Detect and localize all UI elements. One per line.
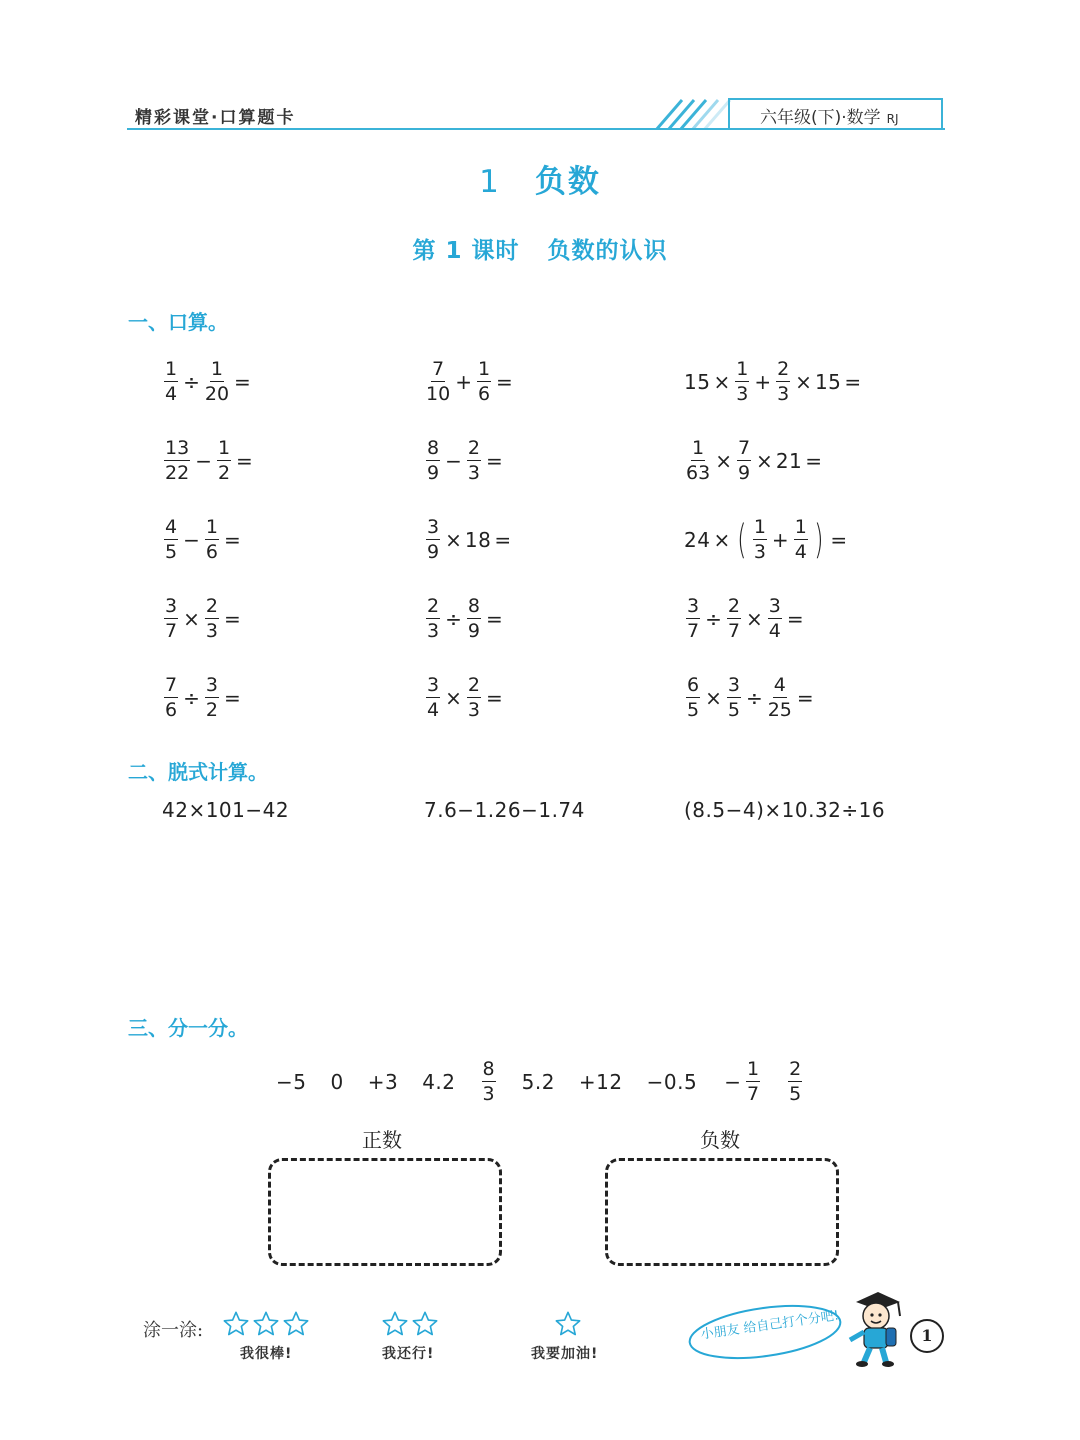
denominator: 3 [753,541,766,563]
grade-subject-text: 六年级(下)·数学 [760,108,881,128]
oral-problem [684,355,864,409]
numerator: 3 [727,674,740,696]
unit-number: 1 [479,164,501,200]
fraction [794,518,808,562]
star-icon[interactable] [554,1310,582,1338]
numerator: 6 [687,674,700,696]
stepwise-problem: 42×101−42 [162,798,290,822]
denominator: 6 [165,699,178,721]
lesson-title-text: 负数的认识 [547,238,668,264]
fraction [426,676,440,720]
lesson-title [0,232,1080,265]
praise-ok: 我还行! [382,1346,435,1362]
minus-sign: − [724,1070,741,1094]
number: 15 [684,370,711,394]
operator: ÷ [183,370,200,394]
operator: = [223,607,241,631]
numerator: 3 [205,674,218,696]
denominator: 6 [205,541,218,563]
sort-number [368,1070,398,1094]
denominator: 5 [687,699,700,721]
fraction [467,597,481,641]
operator: × [713,528,731,552]
numerator: 4 [165,516,178,538]
oral-problem [162,513,244,567]
operator: = [485,686,503,710]
numerator: 2 [427,595,440,617]
denominator: 6 [477,383,491,405]
denominator: 3 [205,620,218,642]
operator: − [183,528,200,552]
numerator: 3 [165,595,178,617]
denominator: 7 [727,620,740,642]
numerator: 3 [427,516,440,538]
operator: × [183,607,200,631]
operator: × [745,607,763,631]
denominator: 5 [165,541,178,563]
number: 24 [684,528,711,552]
sort-number [579,1070,623,1094]
number: 15 [814,370,842,394]
operator: + [455,370,472,394]
rating-group-ok[interactable] [381,1310,441,1338]
numerator: 8 [467,595,480,617]
denominator: 4 [165,383,178,405]
fraction [686,676,700,720]
operator: = [236,449,253,473]
sort-number [480,1060,498,1104]
fraction [746,1060,760,1104]
page-number: 1 [910,1319,944,1353]
denominator: 9 [467,620,480,642]
header-stripes-decoration [652,98,732,130]
fraction [727,676,741,720]
fraction [477,360,491,404]
numerator: 3 [768,595,781,617]
sort-number [276,1070,306,1094]
denominator: 3 [736,383,749,405]
fraction [164,676,178,720]
stepwise-problem: (8.5−4)×10.32÷16 [684,798,886,822]
numerator: 1 [217,437,231,459]
edition-tag: RJ [886,112,899,126]
denominator: 25 [767,699,792,721]
numerator: 7 [165,674,178,696]
numerator: 7 [432,358,445,380]
fraction [735,360,749,404]
denominator: 7 [165,620,178,642]
section-sort-title: 三、分一分。 [128,1016,248,1040]
rating-group-try[interactable] [554,1310,584,1338]
operator: − [445,449,462,473]
operator: = [485,449,503,473]
denominator: 9 [737,462,751,484]
denominator: 22 [165,462,190,484]
denominator: 7 [746,1083,760,1105]
denominator: 3 [467,699,480,721]
operator: ÷ [445,607,462,631]
parenthesis: ( [737,517,747,563]
number: +3 [367,1070,399,1094]
number: 18 [464,528,492,552]
numerator: 1 [692,437,705,459]
operator: = [223,686,241,710]
number: +12 [578,1070,623,1094]
operator: ÷ [183,686,200,710]
header-divider [127,128,945,130]
fraction [164,518,178,562]
fraction [164,439,190,483]
star-row [222,1310,312,1338]
numerator: 3 [427,674,440,696]
star-row [381,1310,441,1338]
denominator: 4 [427,699,440,721]
sort-number [647,1070,698,1094]
numerator: 7 [737,437,751,459]
numerator: 1 [794,516,807,538]
star-icon[interactable] [411,1310,439,1338]
number: 4.2 [422,1070,456,1094]
numerator: 1 [205,516,218,538]
fraction [205,518,219,562]
oral-problem [162,671,244,725]
fraction [753,518,767,562]
star-icon[interactable] [282,1310,310,1338]
number: 0 [330,1070,344,1094]
denominator: 2 [205,699,218,721]
negative-label: 负数 [700,1128,740,1152]
rating-group-great[interactable] [222,1310,312,1338]
fraction [426,439,440,483]
fraction [164,360,178,404]
lesson-label: 第 1 课时 [412,238,520,264]
parenthesis: ) [813,517,824,563]
number: −5 [276,1070,307,1094]
sort-number [522,1070,555,1094]
denominator: 5 [727,699,740,721]
fraction [467,439,481,483]
oral-problem [684,434,825,488]
numerator: 8 [427,437,440,459]
denominator: 4 [794,541,807,563]
sort-number [422,1070,455,1094]
fraction [205,360,229,404]
operator: ÷ [705,607,722,631]
bubble-text: 小朋友 给自己打个分吧! [699,1308,840,1343]
oral-problem [162,355,254,409]
fraction [727,597,741,641]
fraction [467,676,481,720]
self-rating-label: 涂一涂: [143,1320,204,1341]
fraction [788,1060,802,1104]
denominator: 9 [427,462,440,484]
oral-problem [424,592,506,646]
denominator: 3 [482,1083,495,1105]
oral-problem [162,592,244,646]
praise-try: 我要加油! [531,1346,599,1362]
fraction [205,597,219,641]
operator: × [713,370,731,394]
operator: × [715,449,732,473]
denominator: 7 [687,620,700,642]
numerator: 1 [746,1058,760,1080]
numerator: 1 [753,516,766,538]
fraction [686,597,700,641]
fraction [768,676,792,720]
oral-problem [424,434,506,488]
operator: = [844,370,862,394]
denominator: 2 [217,462,231,484]
fraction [686,439,710,483]
operator: = [485,607,503,631]
sort-number [330,1070,343,1094]
numerator: 2 [467,674,480,696]
number: 21 [775,449,803,473]
denominator: 4 [768,620,781,642]
denominator: 63 [686,462,711,484]
denominator: 20 [204,383,230,405]
section-stepwise-title: 二、脱式计算。 [128,760,268,784]
denominator: 3 [427,620,440,642]
unit-title-text: 负数 [534,164,601,200]
numerator: 3 [687,595,700,617]
operator: = [234,370,251,394]
fraction [482,1060,496,1104]
oral-problem [424,513,514,567]
fraction [205,676,219,720]
oral-problem [424,355,516,409]
operator: = [796,686,814,710]
operator: × [445,686,462,710]
section-oral-title: 一、口算。 [128,310,228,334]
praise-great: 我很棒! [240,1346,293,1362]
operator: ÷ [745,686,763,710]
fraction [768,597,782,641]
star-row [554,1310,584,1338]
numerator: 8 [482,1058,495,1080]
oral-problem [424,671,506,725]
negative-answer-box[interactable] [605,1158,839,1266]
denominator: 9 [427,541,440,563]
operator: = [496,370,513,394]
positive-answer-box[interactable] [268,1158,502,1266]
operator: = [494,528,512,552]
numerator: 1 [736,358,749,380]
numerator: 2 [727,595,740,617]
operator: = [830,528,848,552]
number: 5.2 [521,1070,555,1094]
operator: × [445,528,462,552]
number-list [276,1052,856,1112]
numerator: 2 [205,595,218,617]
stepwise-problem: 7.6−1.26−1.74 [424,798,585,822]
oral-problem [684,513,850,567]
numerator: 4 [773,674,786,696]
denominator: 3 [777,383,790,405]
numerator: 1 [165,358,178,380]
operator: + [771,528,789,552]
fraction [426,518,440,562]
numerator: 1 [210,358,223,380]
numerator: 1 [477,358,491,380]
fraction [164,597,178,641]
fraction [737,439,751,483]
operator: × [756,449,773,473]
fraction [426,360,450,404]
numerator: 2 [467,437,480,459]
denominator: 5 [789,1083,802,1105]
numerator: 2 [789,1058,802,1080]
operator: = [805,449,823,473]
denominator: 3 [467,462,480,484]
fraction [217,439,231,483]
book-series-title: 精彩课堂·口算题卡 [135,108,296,128]
unit-title [0,156,1080,201]
sort-number [786,1060,804,1104]
student-mascot-icon [842,1290,904,1368]
operator: × [795,370,812,394]
star-icon[interactable] [222,1310,250,1338]
fraction [776,360,790,404]
oral-problem [162,434,256,488]
operator: = [786,607,804,631]
operator: = [223,528,241,552]
star-icon[interactable] [252,1310,280,1338]
oral-problem [684,671,817,725]
number: −0.5 [646,1070,698,1094]
oral-problem [684,592,807,646]
operator: × [705,686,722,710]
operator: − [195,449,212,473]
numerator: 2 [777,358,790,380]
positive-label: 正数 [362,1128,402,1152]
operator: + [754,370,772,394]
sort-number [721,1060,762,1104]
numerator: 13 [165,437,190,459]
denominator: 10 [426,383,451,405]
star-icon[interactable] [381,1310,409,1338]
grade-subject-label [760,103,899,128]
fraction [426,597,440,641]
